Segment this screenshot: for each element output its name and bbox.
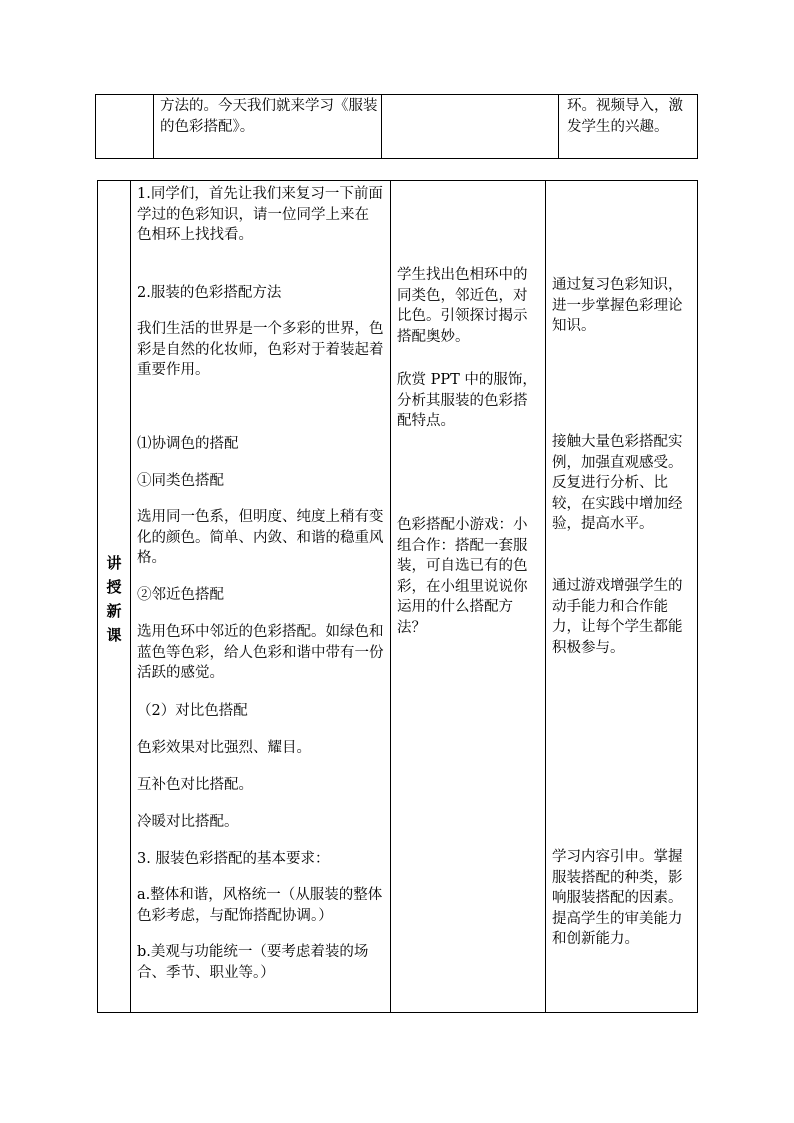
complementary-text: 互补色对比搭配。 bbox=[137, 777, 253, 793]
top-table bbox=[95, 94, 698, 159]
method-heading: 2.服装的色彩搭配方法 bbox=[137, 285, 282, 301]
section-label-char-1: 讲 bbox=[106, 554, 122, 572]
harmony-heading: ⑴协调色的搭配 bbox=[137, 436, 239, 452]
requirements-heading: 3. 服装色彩搭配的基本要求： bbox=[137, 851, 330, 867]
top-content-text: 方法的。今天我们就来学习《服装的色彩搭配》。 bbox=[160, 98, 378, 135]
same-color-text: 选用同一色系，但明度、纯度上稍有变化的颜色。简单、内敛、和谐的稳重风格。 bbox=[137, 509, 384, 566]
contrast-heading: （2）对比色搭配 bbox=[137, 703, 248, 719]
student-activity-1: 学生找出色相环中的同类色，邻近色，对比色。引领探讨揭示搭配奥妙。 bbox=[397, 267, 528, 345]
top-content-cell bbox=[154, 95, 382, 159]
requirement-a: a.整体和谐，风格统一（从服装的整体色彩考虑，与配饰搭配协调。） bbox=[137, 887, 383, 924]
student-activity-3: 色彩搭配小游戏：小组合作：搭配一套服装，可自选已有的色彩，在小组里说说你运用的什么搭配方法？ bbox=[397, 517, 528, 636]
requirement-b: b.美观与功能统一（要考虑着装的场合、季节、职业等。） bbox=[137, 944, 369, 981]
top-section-cell bbox=[96, 95, 154, 159]
top-activity-cell bbox=[382, 95, 559, 159]
student-activity-2: 欣赏 PPT 中的服饰，分析其服装的色彩搭配特点。 bbox=[397, 372, 537, 429]
lesson-table bbox=[97, 180, 698, 1013]
section-label-char-2: 授 bbox=[106, 578, 122, 596]
design-intent-3: 通过游戏增强学生的动手能力和合作能力，让每个学生都能积极参与。 bbox=[552, 578, 683, 656]
section-label-char-3: 新 bbox=[106, 602, 122, 620]
top-intent-cell bbox=[559, 95, 698, 159]
contrast-effect-text: 色彩效果对比强烈、耀目。 bbox=[137, 740, 311, 756]
teacher-content-cell bbox=[131, 181, 391, 1013]
adjacent-color-heading: ②邻近色搭配 bbox=[137, 587, 224, 603]
section-label-char-4: 课 bbox=[106, 626, 122, 644]
intro-paragraph: 我们生活的世界是一个多彩的世界，色彩是自然的化妆师，色彩对于着装起着重要作用。 bbox=[137, 321, 384, 378]
warm-cool-text: 冷暖对比搭配。 bbox=[137, 814, 239, 830]
top-intent-text: 环。视频导入，激发学生的兴趣。 bbox=[567, 98, 683, 135]
section-label-cell bbox=[98, 181, 131, 1013]
design-intent-2: 接触大量色彩搭配实例，加强直观感受。反复进行分析、比较，在实践中增加经验，提高水平。 bbox=[552, 434, 683, 532]
design-intent-1: 通过复习色彩知识，进一步掌握色彩理论知识。 bbox=[552, 277, 683, 334]
same-color-heading: ①同类色搭配 bbox=[137, 473, 224, 489]
design-intent-4: 学习内容引申。掌握服装搭配的种类，影响服装搭配的因素。提高学生的审美能力和创新能力。 bbox=[552, 849, 683, 947]
student-activity-cell bbox=[391, 181, 546, 1013]
review-paragraph: 1.同学们，首先让我们来复习一下前面学过的色彩知识，请一位同学上来在色相环上找找看。 bbox=[137, 186, 383, 243]
design-intent-cell bbox=[546, 181, 698, 1013]
adjacent-color-text: 选用色环中邻近的色彩搭配。如绿色和蓝色等色彩，给人色彩和谐中带有一份活跃的感觉。 bbox=[137, 624, 384, 681]
